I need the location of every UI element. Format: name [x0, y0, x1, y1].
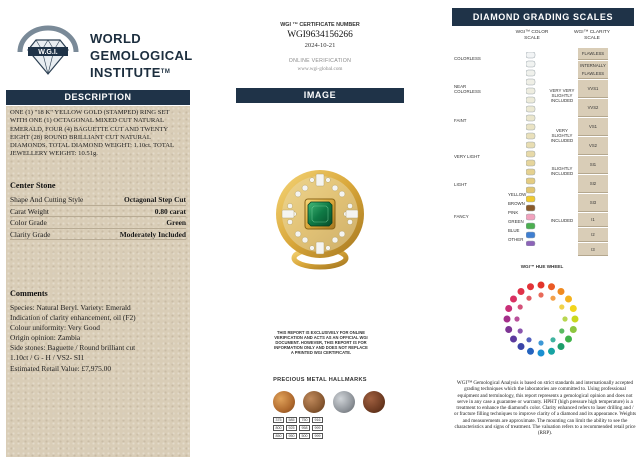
rose-gold-coin-icon	[303, 391, 325, 413]
table-row: Color Grade Green	[10, 218, 186, 227]
fancy-color-label: GREEN	[508, 219, 524, 224]
list-item: Colour uniformity: Very Good	[10, 323, 100, 333]
hue-wheel-title: WGI™ HUE WHEEL	[520, 264, 564, 269]
fancy-color-label: OTHER	[508, 237, 524, 242]
clarity-grade: I3	[578, 243, 608, 256]
hallmark-stamp: 800	[273, 425, 284, 431]
description-heading: DESCRIPTION	[6, 90, 190, 105]
certificate-label: WGI ™ CERTIFICATE NUMBER	[280, 22, 360, 28]
hallmarks-title: PRECIOUS METAL HALLMARKS	[273, 377, 367, 383]
grading-scales-heading: DIAMOND GRADING SCALES	[452, 8, 634, 26]
clarity-grade: VVS2	[578, 99, 608, 117]
comments-list	[10, 303, 188, 374]
gold-coin-icon	[273, 391, 295, 413]
clarity-grade: VS2	[578, 137, 608, 155]
clarity-grade: VVS1	[578, 80, 608, 98]
clarity-grade: VS1	[578, 118, 608, 136]
hallmark-stamp: 999	[312, 433, 323, 439]
verification-disclaimer: THIS REPORT IS EXCLUSIVELY FOR ONLINE VERIFICATION AND ACTS AS AN OFFICIAL WGI DOCUMENT. HOWEVER, THIS REPORT IS FOR INFORMATION ONLY AND DOES NOT REPLACE A PRINTED WGI CERTIFICATE.	[274, 330, 368, 356]
verification-label: ONLINE VERIFICATION	[288, 58, 352, 64]
wgi-logo-icon	[14, 22, 82, 80]
color-label: LIGHT	[454, 182, 467, 187]
fancy-color-label: BLUE	[508, 228, 520, 233]
list-item: Side stones: Baguette / Round brilliant cut	[10, 343, 136, 353]
brand-line-1: WORLD	[90, 31, 142, 46]
clarity-scale-title: WGI™ CLARITY SCALE	[574, 30, 610, 41]
logo-text: W.G.I.	[38, 49, 58, 56]
hallmark-coins	[273, 391, 385, 413]
stamp-row	[273, 425, 385, 431]
description-text: ONE (1) "18 K" YELLOW GOLD (STAMPED) RING SET WITH ONE (1) OCTAGONAL MIXED CUT NATURAL EMERALD, FOUR (4) BAGUETTE CUT AND TWENTY EIGHT (28) ROUND BRILLIANT CUT NATURAL DIAMONDS. TOTAL DIAMOND WEIGHT: 1.10ct. TOTAL JEWELLERY WEIGHT: 10.51g.	[10, 109, 174, 158]
center-stone-title: Center Stone	[10, 181, 56, 190]
list-item: 1.10ct / G - H / VS2- SI1	[10, 353, 85, 363]
certificate-number: WGI9634156266	[287, 30, 353, 40]
color-gem-column	[526, 52, 540, 246]
table-row: Shape And Cutting Style Octagonal Step Cut	[10, 195, 186, 204]
brand-line-2: GEMOLOGICAL	[90, 48, 193, 63]
clarity-label: INCLUDED	[550, 218, 574, 223]
silver-coin-icon	[333, 391, 355, 413]
color-scale-title: WGI™ COLOR SCALE	[515, 30, 549, 41]
hallmark-stamp: 500	[299, 433, 310, 439]
clarity-grade: SI1	[578, 156, 608, 174]
brand-line-3: INSTITUTE™	[90, 65, 171, 80]
table-row: Clarity Grade Moderately Included	[10, 229, 186, 239]
clarity-label: VERY VERY SLIGHTLY INCLUDED	[549, 88, 575, 103]
description-panel	[6, 106, 190, 457]
grading-scales	[452, 48, 639, 256]
certificate-date: 2024-10-21	[304, 42, 336, 49]
hallmark-stamp: 950	[286, 433, 297, 439]
copper-coin-icon	[363, 391, 385, 413]
hallmark-stamp: 750	[299, 417, 310, 423]
image-heading: IMAGE	[236, 88, 404, 103]
clarity-grade: I1	[578, 213, 608, 227]
middle-column	[236, 0, 404, 457]
hallmark-stamp: 585	[286, 417, 297, 423]
list-item: Estimated Retail Value: £7,975.00	[10, 363, 112, 373]
hallmark-stamp: 375	[273, 417, 284, 423]
hallmark-stamp: 925	[286, 425, 297, 431]
hallmark-stamps	[273, 417, 385, 441]
verification-link[interactable]: www.wgi-global.com	[297, 66, 343, 72]
list-item: Species: Natural Beryl. Variety: Emerald	[10, 303, 131, 312]
clarity-label: VERY SLIGHTLY INCLUDED	[550, 128, 574, 143]
clarity-label: SLIGHTLY INCLUDED	[550, 166, 574, 176]
right-column	[452, 0, 639, 457]
hallmark-stamp: 916	[312, 417, 323, 423]
color-label: NEAR COLORLESS	[454, 84, 481, 94]
stamp-row	[273, 433, 385, 439]
hallmark-stamp: 958	[299, 425, 310, 431]
clarity-grade: SI2	[578, 175, 608, 193]
list-item: Origin opinion: Zambia	[10, 333, 81, 343]
stamp-row	[273, 417, 385, 423]
list-item: Indication of clarity enhancement, oil (F2)	[10, 313, 136, 323]
clarity-grade: FLAWLESS	[578, 48, 608, 60]
hue-wheel-icon	[496, 272, 586, 362]
table-row: Carat Weight 0.80 carat	[10, 206, 186, 216]
color-label: FAINT	[454, 118, 467, 123]
gemological-analysis-note: WGI™ Gemological Analysis is based on strict standards and internationally accepted grading techniques which the laboratories are committed to. Using professional equipment and terminology, this report represents a gemological opinion and does not serve in any case a guarantee or warranty. HPHT (high pressure high temperature) is a treatment to enhance the diamond's color. Clarity enhanced refers to laser drilling and / or fracture filling techniques to improve clarity of a diamond and its appearance. Weights and measurements are approximate. The mounting can limit the ability to see the characteristics and signs of treatment. The valuation refers to a recommended retail price (RRP).	[454, 380, 636, 437]
fancy-color-label: YELLOW	[508, 192, 527, 197]
fancy-color-label: PINK	[508, 210, 519, 215]
color-label: VERY LIGHT	[454, 154, 480, 159]
color-label: COLORLESS	[454, 56, 481, 61]
hallmark-stamp: 999	[312, 425, 323, 431]
ring-photo	[270, 166, 370, 270]
left-column	[6, 0, 193, 457]
center-stone-table	[10, 194, 186, 240]
clarity-grade: I2	[578, 228, 608, 242]
hallmark-stamp: 850	[273, 433, 284, 439]
clarity-grade: SI3	[578, 194, 608, 212]
brand-name	[90, 30, 193, 81]
comments-title: Comments	[10, 289, 48, 298]
clarity-grade: INTERNALLY FLAWLESS	[578, 61, 608, 79]
fancy-color-label: BROWN	[508, 201, 525, 206]
color-label: FANCY	[454, 214, 469, 219]
